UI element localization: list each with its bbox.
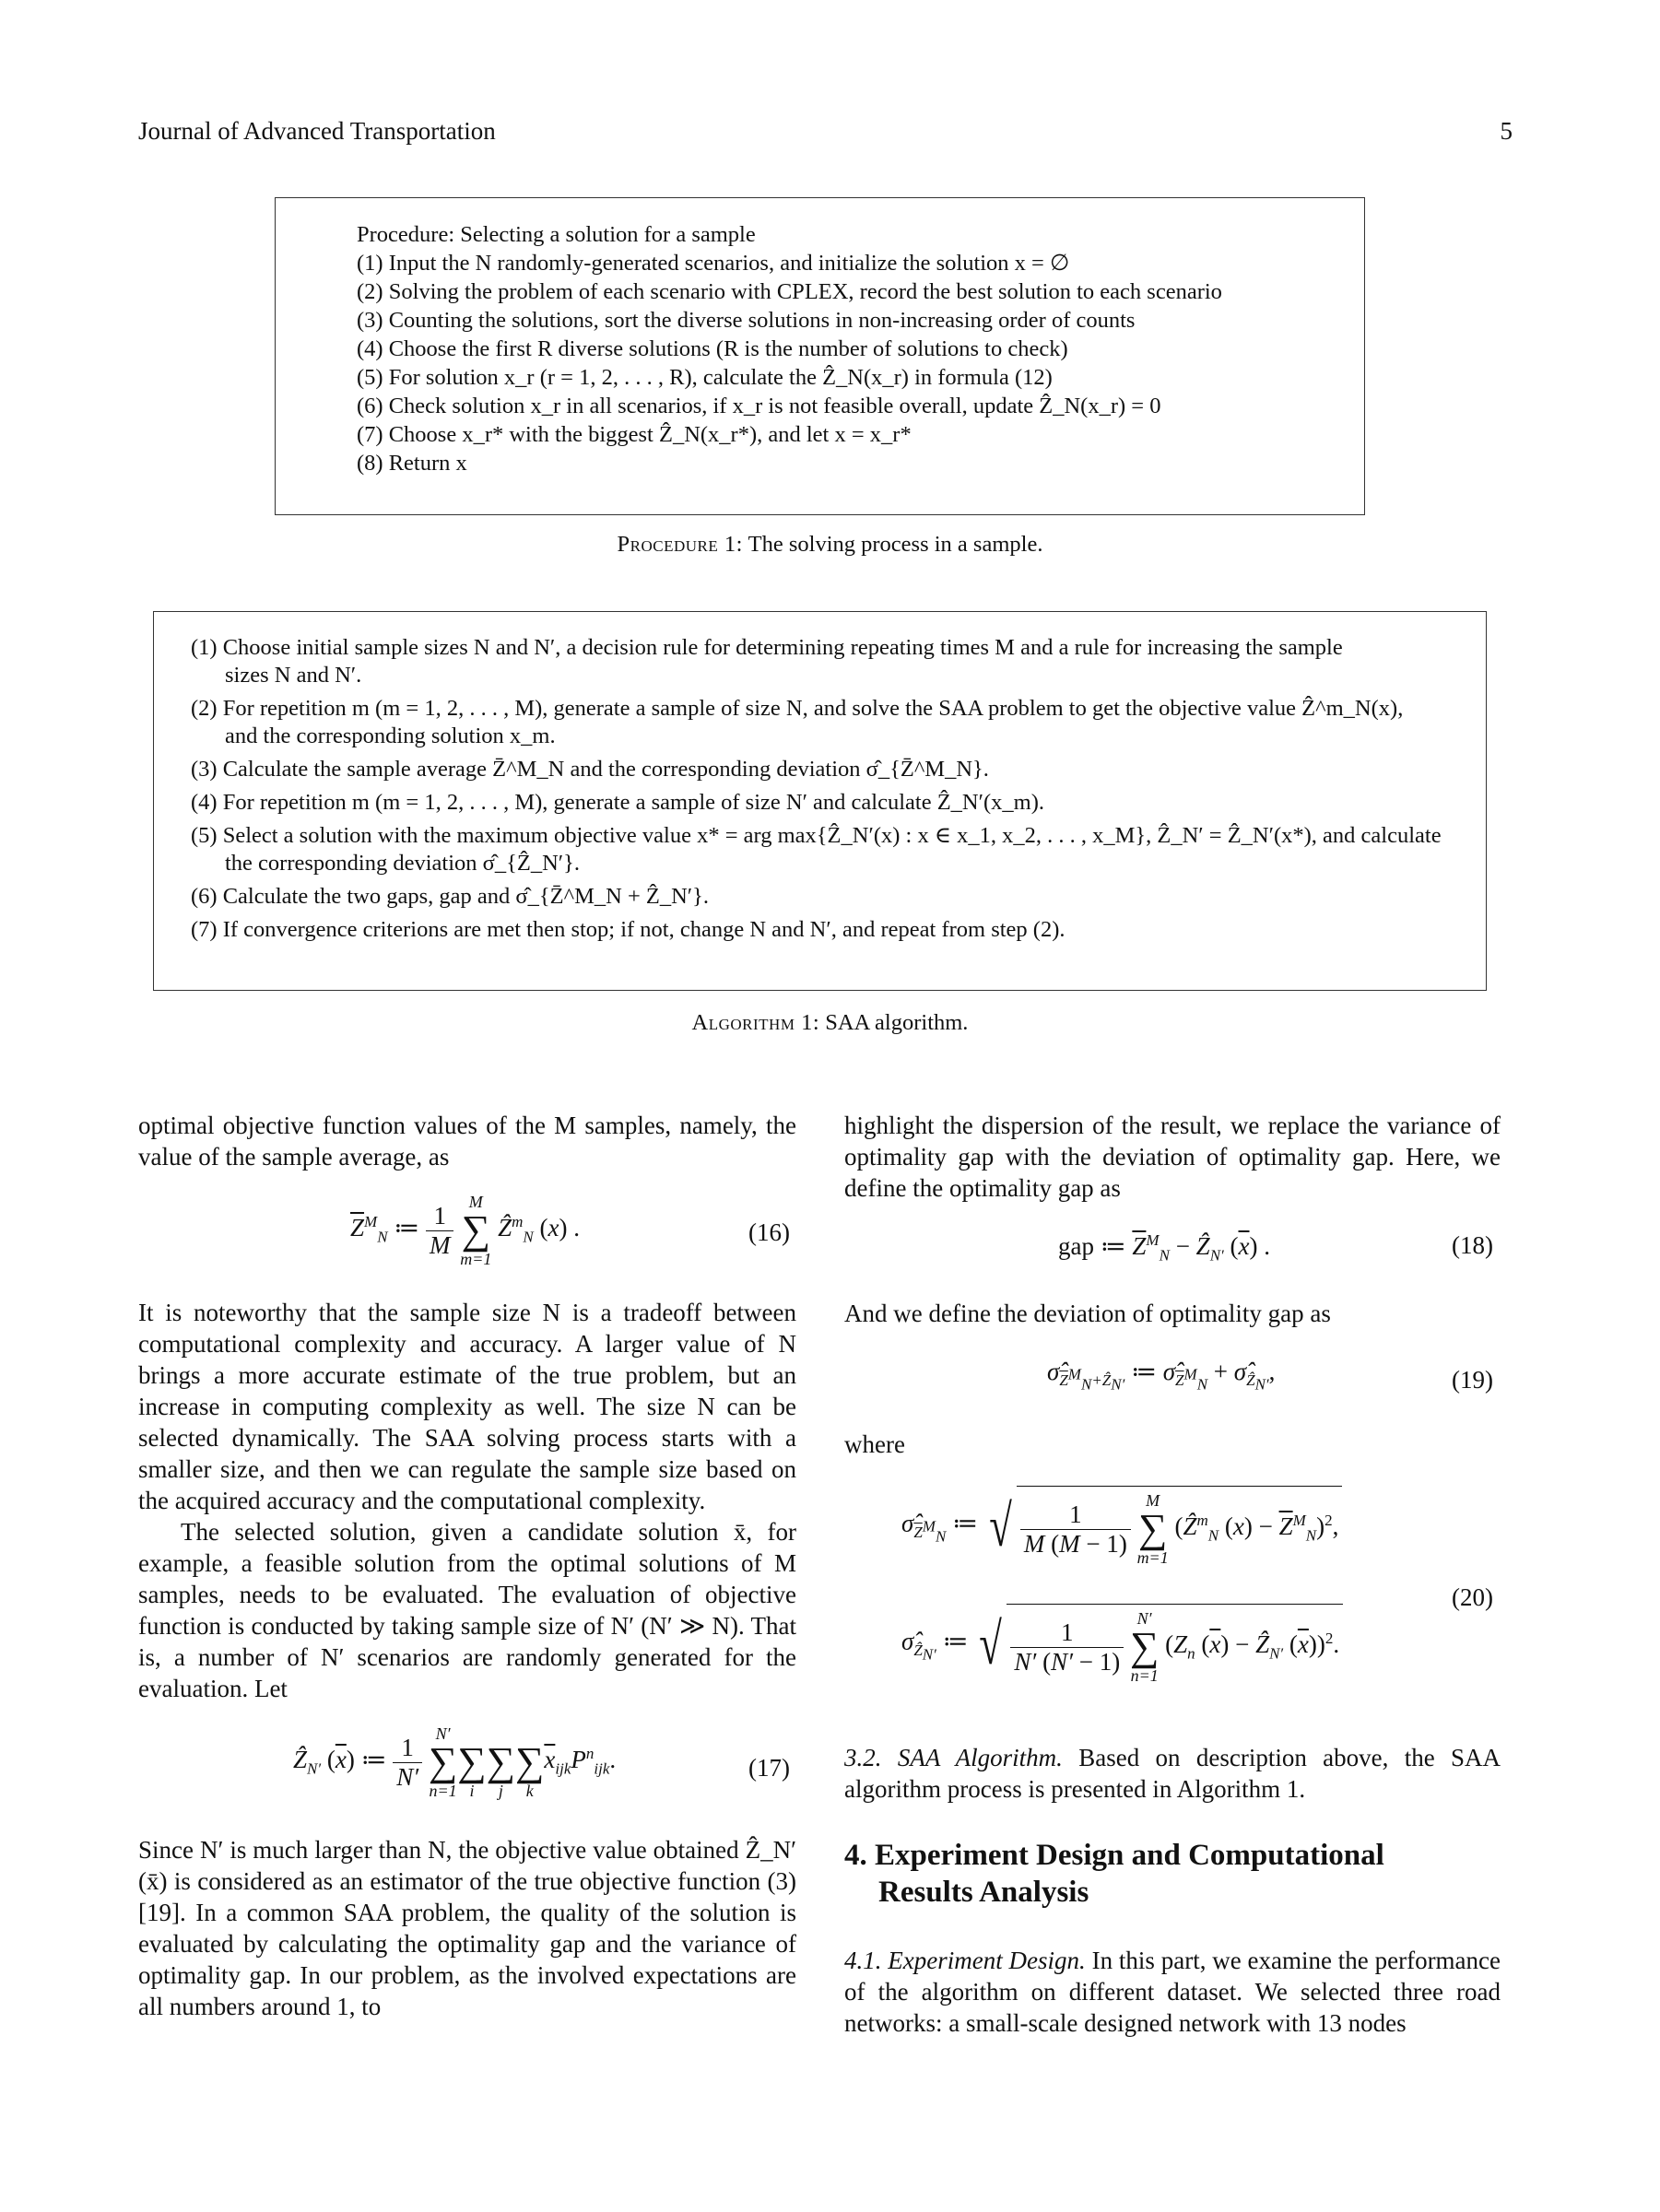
algorithm-line: the corresponding deviation σ̂_{Ẑ_N′}. (225, 851, 581, 876)
procedure-line: (5) For solution x_r (r = 1, 2, . . . , R), calculate the Ẑ_N(x_r) in formula (12) (357, 365, 1053, 390)
right-paragraph-2: And we define the deviation of optimality gap as (844, 1300, 1331, 1327)
procedure-line: (7) Choose x_r* with the biggest Ẑ_N(x_r*), and let x = x_r* (357, 422, 912, 447)
algorithm-line: (4) For repetition m (m = 1, 2, . . . , M), generate a sample of size N′ and calculate Ẑ_N′(x_m). (191, 790, 1044, 815)
algorithm-line: sizes N and N′. (225, 663, 362, 688)
equation-number-20: (20) (1452, 1583, 1493, 1611)
algorithm-box (153, 611, 1487, 991)
section-heading-4 (844, 1837, 1384, 1911)
equation-number-17: (17) (748, 1754, 790, 1782)
section-heading-line-1: 4. Experiment Design and Computational (844, 1839, 1384, 1872)
algorithm-line: (6) Calculate the two gaps, gap and σ̂_{Z̄^M_N + Ẑ_N′}. (191, 884, 710, 909)
algorithm-caption (0, 1010, 1660, 1036)
section-heading-line-2: Results Analysis (878, 1876, 1089, 1909)
algorithm-line: (1) Choose initial sample sizes N and N′, a decision rule for determining repeating times M and a rule for increasing the sample (191, 635, 1343, 660)
right-paragraph-3: where (844, 1430, 905, 1458)
algorithm-line: (5) Select a solution with the maximum objective value x* = arg max{Ẑ_N′(x) : x ∈ x_1, x_2, . . . , x_M}, Ẑ_N′ = Ẑ_N′(x*), and calculate (191, 823, 1442, 848)
procedure-line: Procedure: Selecting a solution for a sample (357, 222, 756, 247)
procedure-line: (8) Return x (357, 451, 467, 476)
journal-title: Journal of Advanced Transportation (138, 117, 496, 145)
algorithm-caption-text: SAA algorithm. (825, 1010, 969, 1035)
subsection-heading-3-2: 3.2. SAA Algorithm. (844, 1744, 1063, 1771)
procedure-line: (2) Solving the problem of each scenario with CPLEX, record the best solution to each scenario (357, 279, 1222, 304)
equation-16: $\overline{Z}^M_N$ ≔ $\frac{1}{M}$ M ∑ m=1 Ẑ$^m_N$ (x) . (350, 1193, 580, 1268)
equation-18: gap ≔ $\overline{Z}^M_N$ − Ẑ$_{N'}$ $(\overline{x})$ . (1058, 1231, 1270, 1265)
left-paragraph-1: optimal objective function values of the M samples, namely, the value of the sample average, as (138, 1112, 796, 1171)
equation-19: $\sigmâ_{\overline{Z}^M_N+Ẑ_{N'}}$ ≔ $\sigmâ_{\overline{Z}^M_N}$ + $\sigmâ_{Ẑ_{N'}}$, (1047, 1358, 1276, 1394)
equation-number-18: (18) (1452, 1231, 1493, 1259)
procedure-line: (6) Check solution x_r in all scenarios, if x_r is not feasible overall, update Ẑ_N(x_r) = 0 (357, 394, 1161, 418)
procedure-line: (4) Choose the first R diverse solutions (R is the number of solutions to check) (357, 336, 1068, 361)
subsection-heading-4-1: 4.1. Experiment Design. (844, 1947, 1086, 1974)
procedure-box (275, 197, 1365, 515)
equation-20b: $\sigmâ_{Ẑ_{N'}}$ ≔ √ $\frac{1}{N' (N' - 1)}$ N′ ∑ n=1 ($Z_n$ $(\overline{x})$ − Ẑ$_{N'}$ $(\overline{x}))^2$. (901, 1604, 1343, 1684)
subsection-body-3-2: Based on description above, the SAA algorithm process is presented in Algorithm 1. (844, 1744, 1501, 1803)
algorithm-line: (7) If convergence criterions are met then stop; if not, change N and N′, and repeat from step (2). (191, 917, 1065, 942)
left-paragraph-2: It is noteworthy that the sample size N is a tradeoff between computational complexity and accuracy. A larger value of N brings a more accurate estimate of the true problem, but an increase in computing complexity as well. The size N can be selected dynamically. The SAA solving process starts with a smaller size, and then we can regulate the sample size based on the acquired accuracy and the computational complexity. (138, 1299, 796, 1514)
right-paragraph-1: highlight the dispersion of the result, we replace the variance of optimality gap with the deviation of optimality gap. Here, we define the optimality gap as (844, 1112, 1501, 1202)
procedure-caption-label: Procedure 1: (617, 532, 743, 557)
procedure-caption-text: The solving process in a sample. (748, 532, 1043, 557)
right-paragraph-4 (844, 1742, 1501, 1805)
left-paragraph-4: Since N′ is much larger than N, the objective value obtained Ẑ_N′(x̄) is considered as an estimator of the true objective function (3) [19]. In a common SAA problem, the quality of the solution is evaluated by calculating the optimality gap and the variance of optimality gap. In our problem, as the involved expectations are all numbers around 1, to (138, 1836, 796, 2020)
procedure-line: (1) Input the N randomly-generated scenarios, and initialize the solution x = ∅ (357, 251, 1070, 276)
algorithm-line: (3) Calculate the sample average Z̄^M_N and the corresponding deviation σ̂_{Z̄^M_N}. (191, 757, 989, 782)
algorithm-line: (2) For repetition m (m = 1, 2, . . . , M), generate a sample of size N, and solve the SAA problem to get the objective value Ẑ^m_N(x), (191, 696, 1404, 721)
subsection-body-4-1: In this part, we examine the performance of the algorithm on different dataset. We selected three road networks: a small-scale designed network with 13 nodes (844, 1947, 1501, 2037)
right-paragraph-5 (844, 1945, 1501, 2039)
left-paragraph-3: The selected solution, given a candidate solution x̄, for example, a feasible solution from the optimal solutions of M samples, needs to be evaluated. The evaluation of objective function is conducted by taking sample size of N′ (N′ ≫ N). That is, a number of N′ scenarios are randomly generated for the evaluation. Let (138, 1518, 796, 1702)
equation-20a: $\sigmâ_{\overline{Z}^M_N}$ ≔ √ $\frac{1}{M (M - 1)}$ M ∑ m=1 (Ẑ$^m_N$ $(x) - \overline{Z}^M_N)^2$, (901, 1486, 1342, 1566)
algorithm-line: and the corresponding solution x_m. (225, 724, 556, 748)
page-number: 5 (1500, 117, 1513, 145)
procedure-line: (3) Counting the solutions, sort the diverse solutions in non-increasing order of counts (357, 308, 1136, 333)
equation-17: Ẑ$_{N'}$ $(\overline{x})$ ≔ $\frac{1}{N'}$ N′ ∑ n=1 ∑ i ∑ j ∑ k $\overline{x}_{ijk}P^n_{ijk}$. (293, 1724, 617, 1800)
procedure-caption (0, 532, 1660, 558)
algorithm-caption-label: Algorithm 1: (691, 1010, 820, 1035)
equation-number-16: (16) (748, 1218, 790, 1246)
equation-number-19: (19) (1452, 1366, 1493, 1394)
